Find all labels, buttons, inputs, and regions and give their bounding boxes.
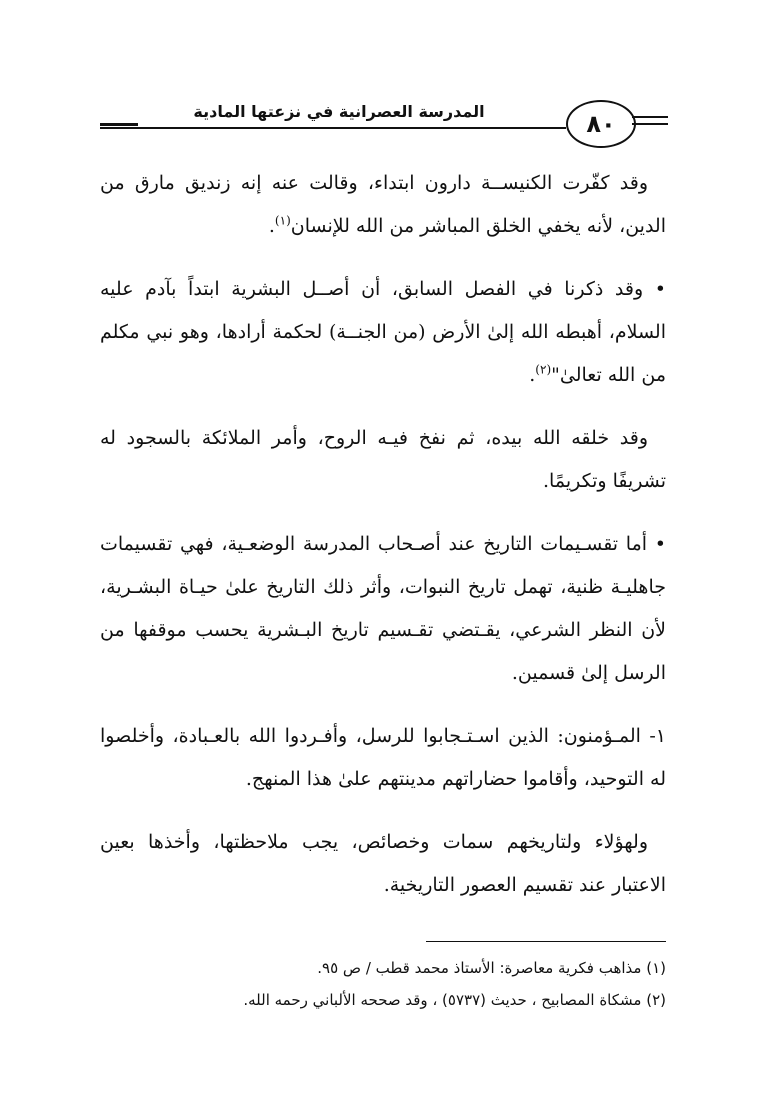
paragraph-text: ولهؤلاء ولتاريخهم سمات وخصائص، يجب ملاحظتها، وأخذها بعين الاعتبار عند تقسيم العصور التاريخية. [100, 831, 666, 896]
paragraph-text: أما تقسـيمات التاريخ عند أصـحاب المدرسة الوضعـية، فهي تقسيمات جاهليـة ظنية، تهمل تاريخ النبوات، وأثر ذلك التاريخ علىٰ حيـاة البشـرية، لأن النظر الشرعي، يقـتضي تقـسيم تاريخ البـشرية يحسب موقفها من الرسل إلىٰ قسمين. [100, 533, 666, 684]
paragraph-tail: . [529, 364, 536, 386]
footnote-ref-2: (٢) [535, 362, 552, 377]
footnote-separator [426, 941, 666, 942]
paragraph-text: وقد ذكرنا في الفصل السابق، أن أصــل البشرية ابتداً بآدم عليه السلام، أهبطه الله إلىٰ الأرض (من الجنــة) لحكمة أرادها، وهو نبي مكلم من الله تعالىٰ" [100, 278, 666, 386]
paragraph-4 [100, 523, 666, 695]
main-text [100, 162, 666, 927]
paragraph-6 [100, 821, 666, 907]
header-right-rule-top [632, 116, 668, 118]
paragraph-2 [100, 268, 666, 397]
footnote-ref-1: (١) [274, 213, 291, 228]
paragraph-1 [100, 162, 666, 248]
header-left-rule [100, 123, 138, 126]
paragraph-tail: . [268, 215, 275, 237]
bullet-icon: • [654, 533, 666, 555]
paragraph-text: ١- المـؤمنون: الذين اسـتـجابوا للرسل، وأفـردوا الله بالعـبادة، وأخلصوا له التوحيد، وأقاموا حضاراتهم مدينتهم علىٰ هذا المنهج. [100, 725, 666, 790]
paragraph-3 [100, 417, 666, 503]
page-number: ٨٠ [566, 100, 636, 148]
page-header [100, 96, 666, 156]
footnote-1: (١) مذاهب فكرية معاصرة: الأستاذ محمد قطب / ص ٩٥. [317, 959, 666, 977]
running-title: المدرسة العصرانية في نزعتها المادية [193, 102, 485, 121]
header-underline [100, 127, 566, 129]
footnote-2: (٢) مشكاة المصابيح ، حديث (٥٧٣٧) ، وقد صححه الألباني رحمه الله. [243, 991, 666, 1009]
paragraph-text: وقد خلقه الله بيده، ثم نفخ فيـه الروح، وأمر الملائكة بالسجود له تشريفًا وتكريمًا. [100, 427, 666, 492]
bullet-icon: • [654, 278, 666, 300]
header-right-rule-bottom [632, 123, 668, 125]
footnotes [100, 952, 666, 1016]
paragraph-5 [100, 715, 666, 801]
paragraph-text: وقد كفّرت الكنيســة دارون ابتداء، وقالت عنه إنه زنديق مارق من الدين، لأنه يخفي الخلق المباشر من الله للإنسان [100, 172, 666, 237]
